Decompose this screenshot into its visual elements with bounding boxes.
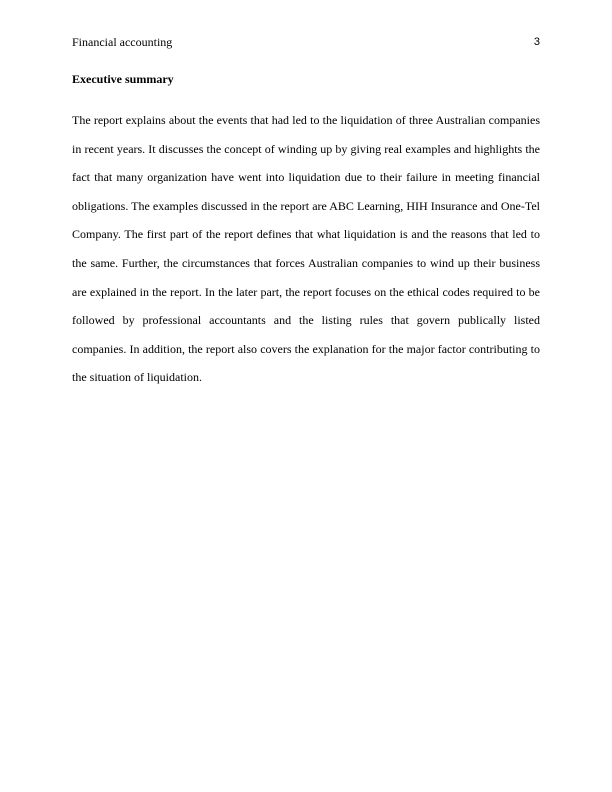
page-header [72,34,540,50]
running-header-title: Financial accounting [72,35,173,49]
body-paragraph: The report explains about the events that had led to the liquidation of three Australian companies in recent years. It discusses the concept of winding up by giving real examples and highlights the fact that many organization have went into liquidation due to their failure in meeting financial obligations. The examples discussed in the report are ABC Learning, HIH Insurance and One-Tel Company. The first part of the report defines that what liquidation is and the reasons that led to the same. Further, the circumstances that forces Australian companies to wind up their business are explained in the report. In the later part, the report focuses on the ethical codes required to be followed by professional accountants and the listing rules that govern publically listed companies. In addition, the report also covers the explanation for the major factor contributing to the situation of liquidation. [72,113,540,385]
section-heading: Executive summary [72,72,174,86]
page-number: 3 [533,36,540,48]
